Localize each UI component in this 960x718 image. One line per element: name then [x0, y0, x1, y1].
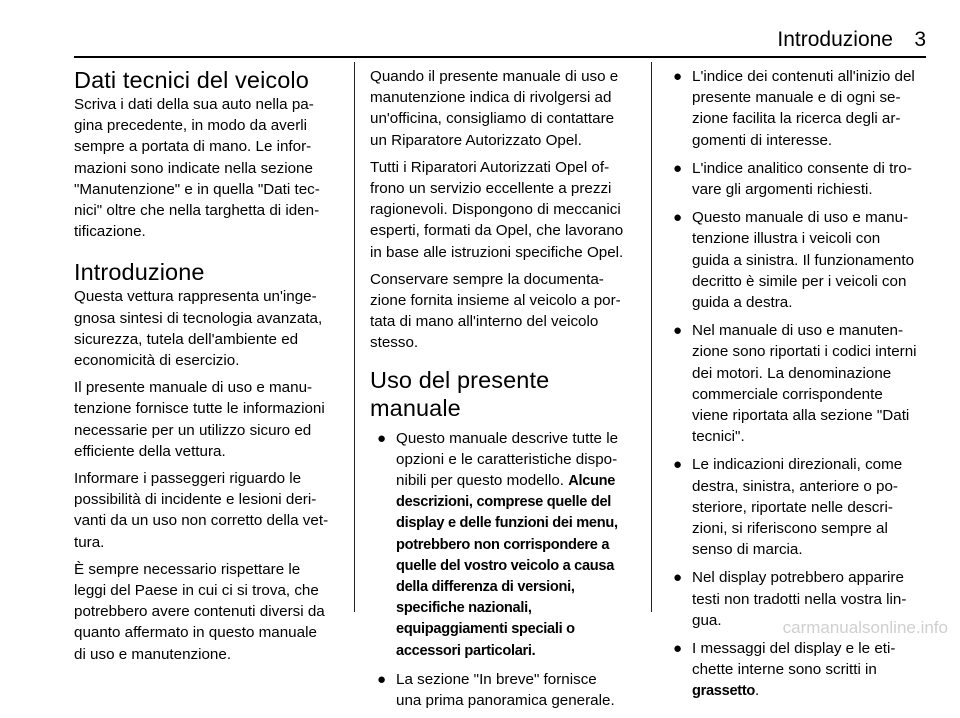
list-item: [370, 669, 635, 711]
text-line: gomenti di interesse.: [692, 131, 833, 149]
text-line: guida a destra.: [692, 294, 793, 312]
text-line: commerciale corrispondente: [692, 385, 883, 403]
text-line: quanto affermato in questo manuale: [74, 624, 317, 642]
bullet-icon: ●: [673, 209, 683, 227]
text-line: Questo manuale di uso e manu-: [692, 209, 909, 227]
bullet-icon: ●: [673, 456, 683, 474]
text-line: possibilità di incidente e lesioni deri-: [74, 491, 317, 509]
bullet-icon: ●: [377, 670, 387, 688]
paragraph: [370, 157, 635, 263]
text-line: Tutti i Riparatori Autorizzati Opel of-: [370, 158, 610, 176]
text-line: destra, sinistra, anteriore o po-: [692, 477, 898, 495]
paragraph: [370, 66, 635, 151]
list-item: ● I messaggi del display e le eti- chette interne sono scritti in grassetto.: [673, 640, 896, 700]
text-line: Questa vettura rappresenta un'inge-: [74, 288, 317, 306]
chapter-title: Introduzione: [777, 28, 893, 51]
text-line: stesso.: [370, 334, 419, 352]
text-line: Scriva i dati della sua auto nella pa-: [74, 96, 314, 113]
bullet-icon: ●: [673, 569, 683, 587]
text-line: mazioni sono indicate nella sezione: [74, 159, 313, 177]
text-line: frono un servizio eccellente a prezzi: [370, 180, 612, 198]
bullet-icon: ●: [673, 322, 683, 340]
text-line: "Manutenzione" e in quella "Dati tec-: [74, 180, 320, 198]
text-line: tecnici".: [692, 428, 745, 446]
bullet-list: [666, 66, 928, 703]
text-line: senso di marcia.: [692, 541, 803, 559]
text-line: Nel manuale di uso e manuten-: [692, 322, 904, 340]
column-divider-left: [354, 62, 355, 612]
text-line: descrizioni, comprese quelle del: [396, 494, 612, 511]
text-line: un'officina, consigliamo di contattare: [370, 110, 615, 128]
text-line: sempre a portata di mano. Le infor-: [74, 138, 312, 156]
text-line: presente manuale e di ogni se-: [692, 89, 901, 107]
text-line: Quando il presente manuale di uso e: [370, 68, 619, 85]
text-line: dei motori. La denominazione: [692, 364, 892, 382]
text-line: nici" oltre che nella targhetta di iden-: [74, 202, 320, 220]
text-line: L'indice dei contenuti all'inizio del: [692, 68, 915, 85]
text-line: gina precedente, in modo da averli: [74, 117, 308, 135]
paragraph: [74, 468, 339, 553]
column-3: [666, 66, 928, 710]
text-line: Conservare sempre la documenta-: [370, 270, 604, 288]
paragraph: [74, 94, 339, 242]
list-item: ● Questo manuale descrive tutte le opzioni e le caratteristiche dispo- nibili per questo modello. Alcune descrizioni, comprese quelle del display e delle funzioni dei menu, potrebbero non corrispondere a quelle del vostro veicolo a causa della differenza di versioni, specifiche nazionali, equipaggiamenti speciali o accessori particolari.: [370, 428, 635, 662]
text-line: steriore, riportate nelle descri-: [692, 498, 893, 516]
text-line: accessori particolari.: [396, 642, 536, 659]
text-line: gnosa sintesi di tecnologia avanzata,: [74, 309, 323, 327]
text-line: zione fornita insieme al veicolo a por-: [370, 292, 621, 310]
text-line: Il presente manuale di uso e manu-: [74, 379, 313, 397]
watermark: carmanualsonline.info: [782, 618, 948, 637]
text-line: necessarie per un utilizzo sicuro ed: [74, 421, 312, 439]
text-line: gua.: [692, 611, 722, 629]
bullet-icon: ●: [673, 159, 683, 177]
text-line: viene riportata alla sezione "Dati: [692, 407, 910, 425]
text-line: equipaggiamenti speciali o: [396, 621, 575, 638]
paragraph: [370, 269, 635, 354]
section-title-uso-manuale: Uso del presente manuale: [370, 366, 550, 421]
page-header: [0, 0, 960, 60]
list-item: [666, 454, 928, 560]
text-line: economicità di esercizio.: [74, 352, 240, 370]
text-line: display e delle funzioni dei menu,: [396, 515, 618, 532]
text-line: potrebbero avere contenuti diversi da: [74, 603, 325, 621]
paragraph: [74, 559, 339, 665]
text-line: È sempre necessario rispettare le: [74, 560, 301, 578]
text-line: testi non tradotti nella vostra lin-: [692, 590, 907, 608]
text-line: tificazione.: [74, 223, 146, 241]
text-line: leggi del Paese in cui ci si trova, che: [74, 582, 319, 600]
text-line: di uso e manutenzione.: [74, 645, 232, 663]
column-1: [74, 66, 339, 671]
paragraph: [74, 377, 339, 462]
text-line: L'indice analitico consente di tro-: [692, 159, 912, 177]
text-line: efficiente della vettura.: [74, 442, 226, 460]
text-line: quelle del vostro veicolo a causa: [396, 557, 615, 574]
text-line: guida a sinistra. Il funzionamento: [692, 251, 915, 269]
text-line: tenzione illustra i veicoli con: [692, 230, 881, 248]
header-rule: [74, 56, 926, 58]
text-line: La sezione "In breve" fornisce: [396, 670, 597, 688]
bullet-icon: ●: [377, 429, 387, 447]
text-line: in base alle istruzioni specifiche Opel.: [370, 243, 624, 261]
text-line: vare gli argomenti richiesti.: [692, 181, 873, 199]
text-line: zione facilita la ricerca degli ar-: [692, 110, 901, 128]
list-item: [666, 66, 928, 151]
text-line: della differenza di versioni,: [396, 579, 575, 596]
text-line: Le indicazioni direzionali, come: [692, 456, 903, 474]
text-line: zione sono riportati i codici interni: [692, 343, 917, 361]
text-line: una prima panoramica generale.: [396, 692, 615, 710]
bullet-icon: ●: [673, 640, 683, 658]
text-line: tata di mano all'interno del veicolo: [370, 313, 599, 331]
text-line: Informare i passeggeri riguardo le: [74, 470, 302, 488]
text-line: ragionevoli. Dispongono di meccanici: [370, 201, 621, 219]
text-line: tura.: [74, 533, 105, 551]
column-2: [370, 66, 635, 718]
list-item: [666, 207, 928, 313]
text-line: decritto è simile per i veicoli con: [692, 272, 907, 290]
text-line: Nel display potrebbero apparire: [692, 569, 904, 587]
text-line: sicurezza, tutela dell'ambiente ed: [74, 330, 299, 348]
text-line: specifiche nazionali,: [396, 600, 532, 617]
bullet-list: [370, 428, 635, 712]
column-divider-right: [651, 62, 652, 612]
text-line: zioni, si riferiscono sempre al: [692, 520, 888, 538]
text-line: manutenzione indica di rivolgersi ad: [370, 89, 612, 107]
list-item: [666, 320, 928, 447]
text-line: esperti, formati da Opel, che lavorano: [370, 222, 624, 240]
list-item: [666, 158, 928, 200]
paragraph: [74, 286, 339, 371]
section-title-introduzione: Introduzione: [74, 259, 205, 286]
bullet-icon: ●: [673, 68, 683, 85]
section-title-dati-tecnici: Dati tecnici del veicolo: [74, 67, 309, 93]
text-line: un Riparatore Autorizzato Opel.: [370, 131, 582, 149]
text-line: vanti da un uso non corretto della vet-: [74, 512, 329, 530]
page-number: 3: [914, 28, 926, 51]
text-line: potrebbero non corrispondere a: [396, 536, 610, 553]
text-line: tenzione fornisce tutte le informazioni: [74, 400, 325, 418]
